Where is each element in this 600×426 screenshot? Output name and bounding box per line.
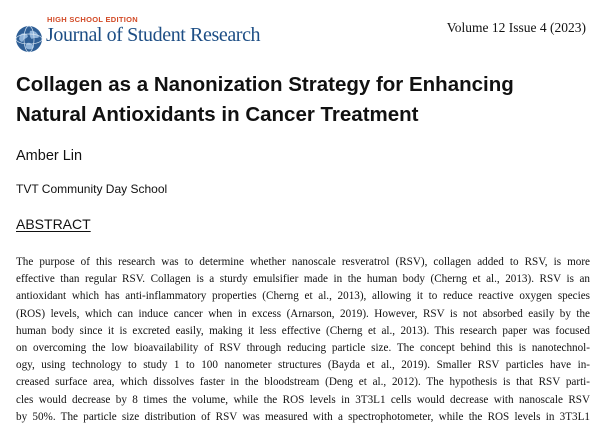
article-title (16, 70, 586, 130)
abstract-line: on overcoming the low bioavailability of RSV through reducing particle size. The concept behind this is nanotechnol- (16, 341, 590, 354)
abstract-line: human body since it is excreted easily, making it less effective (Cherng et al., 2013). This research paper was focused (16, 324, 590, 337)
abstract-line: The purpose of this research was to determine whether nanoscale resveratrol (RSV), collagen added to RSV, is more (16, 256, 590, 268)
abstract-line: (ROS) levels, which can induce cancer when in excess (Arnarson, 2019). However, RSV is not absorbed easily by the (16, 307, 590, 320)
title-line: Collagen as a Nanonization Strategy for Enhancing (16, 73, 514, 96)
abstract-line: effective than regular RSV. Collagen is a sturdy emulsifier made in the human body (Cherng et al., 2013). RSV is an (16, 273, 590, 286)
globe-icon (14, 24, 44, 54)
abstract-line: cles would decrease by 8 times the volume, while the ROS levels in 3T3L1 cells would decrease with nanoscale RSV (16, 393, 590, 406)
abstract-heading: ABSTRACT (16, 216, 91, 232)
journal-name[interactable]: Journal of Student Research (46, 24, 261, 46)
author-name: Amber Lin (16, 148, 83, 164)
abstract-line: antioxidant which has anti-inflammatory properties (Cherng et al., 2013), allowing it to reduce reactive oxygen species (16, 290, 590, 303)
journal-header (0, 0, 600, 60)
abstract-line: creased surface area, which dissolves faster in the bloodstream (Deng et al., 2012). The hypothesis is that RSV parti- (16, 376, 590, 389)
abstract-body (16, 254, 590, 426)
title-line: Natural Antioxidants in Cancer Treatment (16, 103, 419, 126)
edition-label: HIGH SCHOOL EDITION (47, 15, 138, 24)
abstract-line: by 50%. The particle size distribution of RSV was measured with a spectrophotometer, while the ROS levels in 3T3L1 (16, 410, 590, 423)
abstract-line: ogy, using technology to study 1 to 100 nanometer structures (Bayda et al., 2019). Smaller RSV particles have in- (16, 359, 590, 372)
author-affiliation: TVT Community Day School (16, 182, 168, 196)
volume-issue: Volume 12 Issue 4 (2023) (446, 20, 586, 35)
